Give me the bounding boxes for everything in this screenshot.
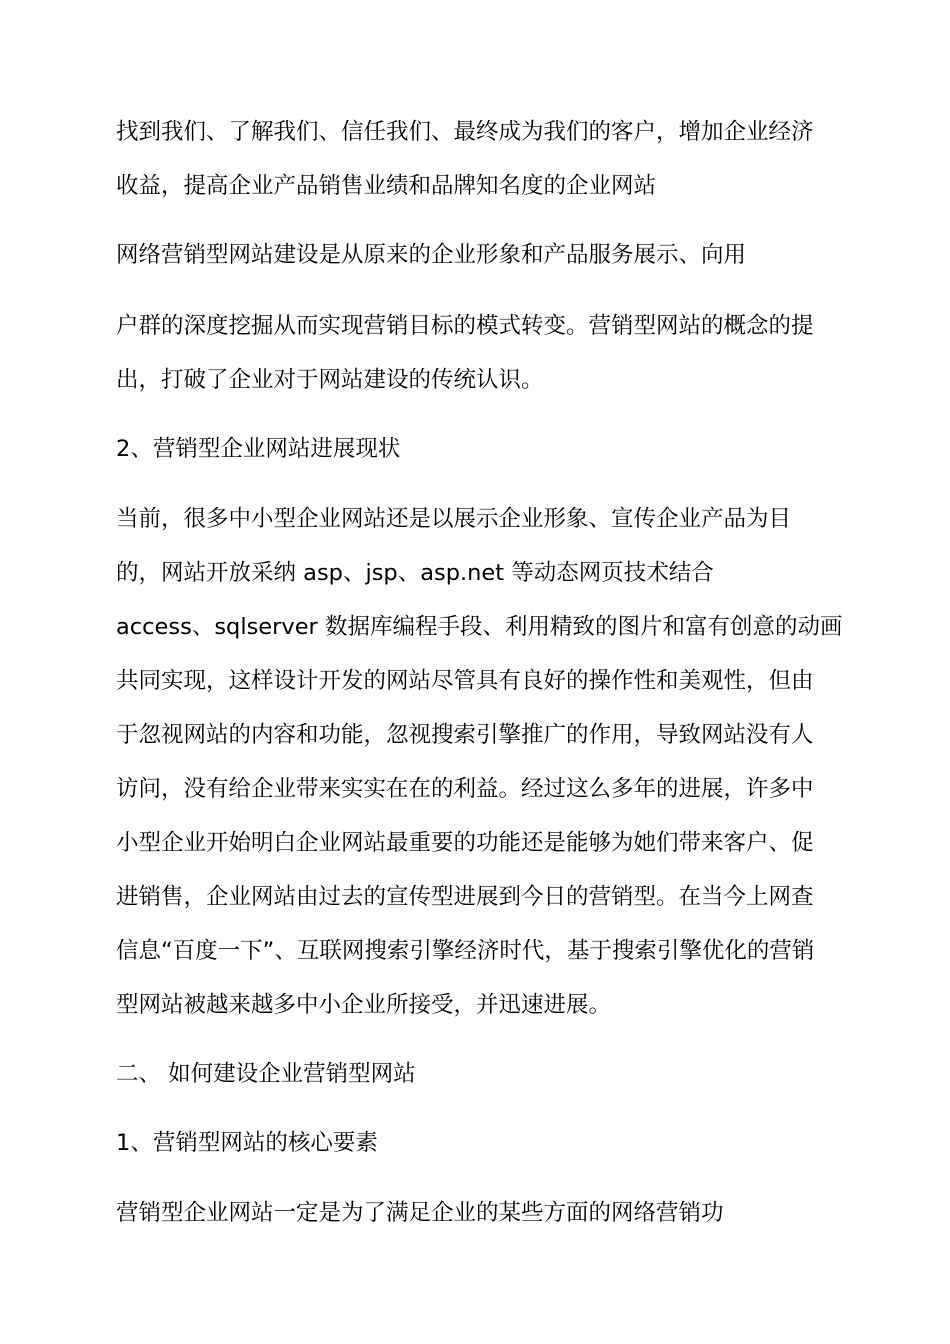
text-line-9: access、sqlserver 数据库编程手段、利用精致的图片和富有创意的动画: [116, 614, 843, 640]
text-line-14: 进销售，企业网站由过去的宣传型进展到今日的营销型。在当今上网查: [116, 884, 814, 910]
text-line-19: 营销型企业网站一定是为了满足企业的某些方面的网络营销功: [116, 1200, 724, 1226]
text-line-15: 信息“百度一下”、互联网搜索引擎经济时代，基于搜索引擎优化的营销: [116, 938, 815, 964]
text-line-12: 访问，没有给企业带来实实在在的利益。经过这么多年的进展，许多中: [116, 776, 814, 802]
text-line-1: 找到我们、了解我们、信任我们、最终成为我们的客户，增加企业经济: [116, 119, 814, 145]
text-line-11: 于忽视网站的内容和功能，忽视搜索引擎推广的作用，导致网站没有人: [116, 722, 814, 748]
text-line-7: 当前，很多中小型企业网站还是以展示企业形象、宣传企业产品为目: [116, 506, 792, 532]
section-heading-er: 二、 如何建设企业营销型网站: [116, 1061, 416, 1087]
section-heading-1: 1、营销型网站的核心要素: [116, 1130, 378, 1156]
text-line-2: 收益，提高企业产品销售业绩和品牌知名度的企业网站: [116, 173, 657, 199]
text-line-4: 户群的深度挖掘从而实现营销目标的模式转变。营销型网站的概念的提: [116, 313, 814, 339]
text-line-16: 型网站被越来越多中小企业所接受，并迅速进展。: [116, 992, 612, 1018]
text-line-3: 网络营销型网站建设是从原来的企业形象和产品服务展示、向用: [116, 242, 747, 268]
section-heading-2: 2、营销型企业网站进展现状: [116, 436, 401, 462]
text-line-10: 共同实现，这样设计开发的网站尽管具有良好的操作性和美观性，但由: [116, 668, 814, 694]
text-line-8: 的，网站开放采纳 asp、jsp、asp.net 等动态网页技术结合: [116, 560, 714, 586]
text-line-13: 小型企业开始明白企业网站最重要的功能还是能够为她们带来客户、促: [116, 830, 814, 856]
text-line-5: 出，打破了企业对于网站建设的传统认识。: [116, 367, 544, 393]
